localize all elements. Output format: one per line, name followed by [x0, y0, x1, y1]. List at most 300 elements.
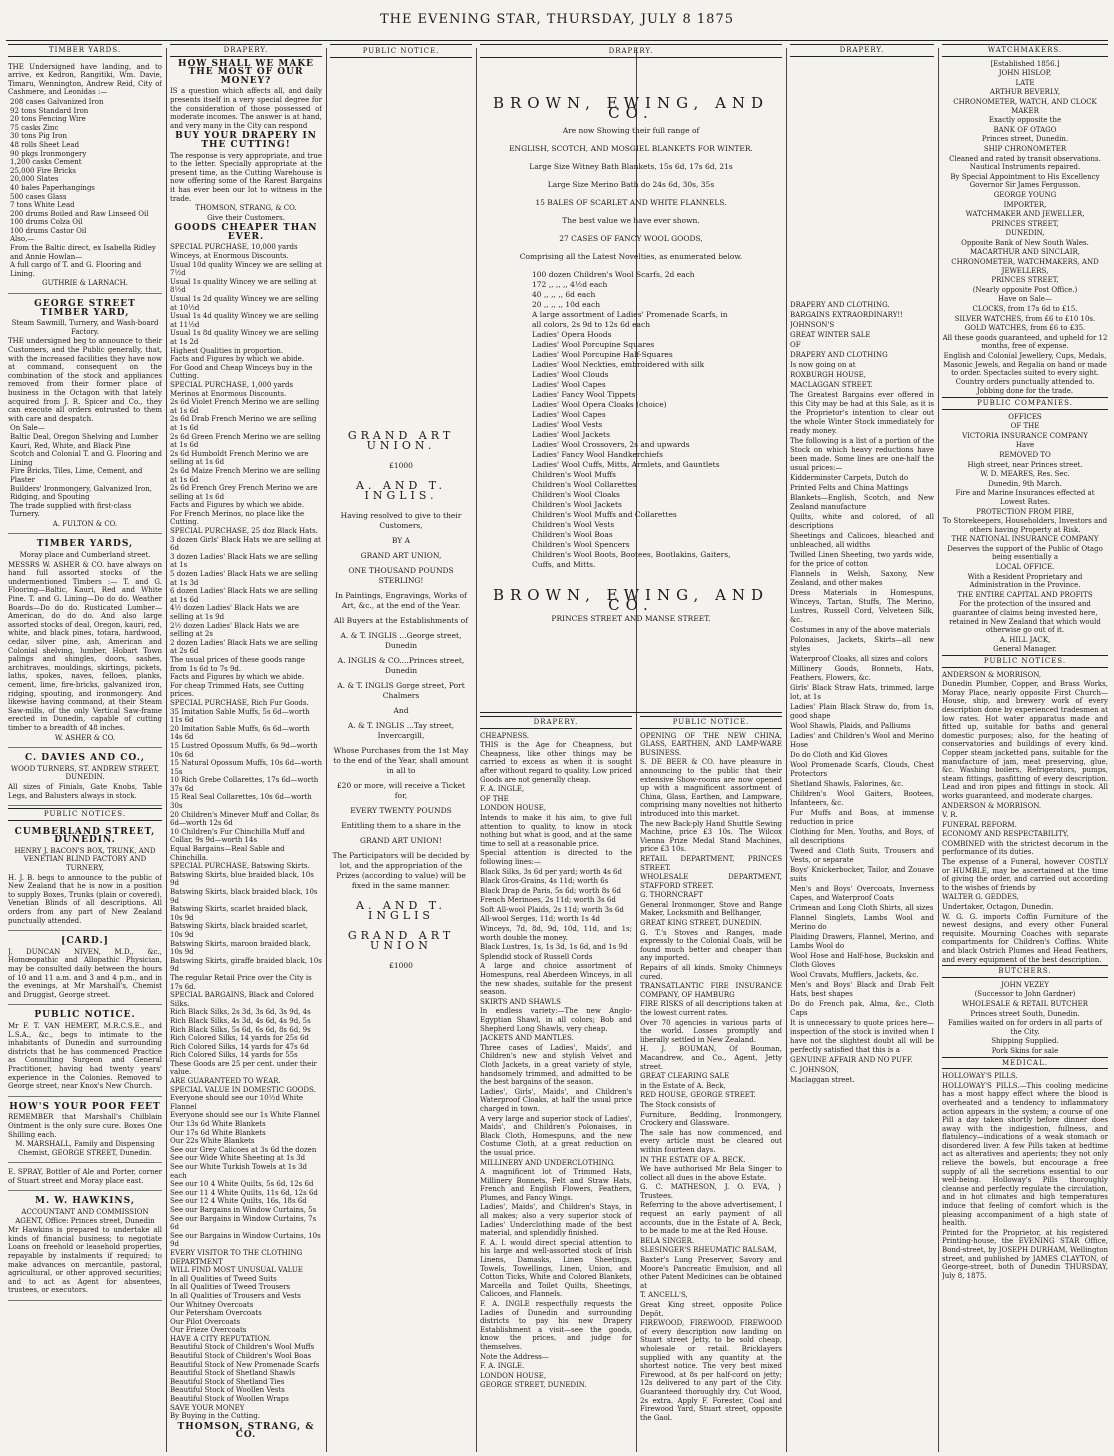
list-item: Scotch and Colonial T. and G. Flooring and Lining: [10, 450, 162, 467]
text-line: Beautiful Stock of Shetland Shawls: [170, 1369, 296, 1378]
text-line: 2 dozen Ladies' Black Hats we are selling at 2s 6d: [170, 638, 318, 656]
column-header-medical: MEDICAL.: [942, 1057, 1108, 1070]
text-line: SPECIAL BARGAINS, Black and Colored Silks.: [170, 991, 314, 1008]
ads-timber: [8, 60, 162, 807]
text-line: A. AND T. INGLIS: [355, 899, 447, 922]
text-line: 2½ dozen Ladies' Black Hats we are selling at 2s: [170, 621, 300, 639]
text-line: EVERY VISITOR TO THE CLOTHING DEPARTMENT: [170, 1248, 303, 1266]
column-timber-yards: [8, 44, 162, 1454]
text-line: F. A. I. would direct special attention to his large and well-assorted stock of Irish Linens, Damasks, Linen Sheetings, Towels, Towellings, Linen, Union, and Cotton Ticks, White and Colored Blankets, Marcella and Toilet Quilts, Sheetings, Calicoes, and Flannels.: [480, 1238, 632, 1299]
text-line: 172 ,, ,, ,, 4½d each: [532, 280, 608, 289]
text-line: It is unnecessary to quote prices here—inspection of the stock is invited when I have not the slightest doubt all will be perfectly satisfied that this is a: [790, 1019, 934, 1054]
text-line: See our Grey Calicoes at 3s 6d the dozen: [170, 1145, 317, 1154]
text-line: Rich Black Silks, 2s 3d, 3s 6d, 3s 9d, 4s: [170, 1008, 311, 1017]
advertisement: [8, 1165, 162, 1191]
text-line: General Ironmonger, Stove and Range Maker, Locksmith and Bellhanger,: [640, 900, 782, 918]
text-line: Crimean and Long Cloth Shirts, all sizes: [790, 904, 934, 912]
text-line: SPECIAL PURCHASE, 1,000 yards Merinos at Enormous Discounts.: [170, 380, 294, 398]
text-line: Ladies' Plain Black Straw do, from 1s, good shape: [790, 703, 934, 720]
text-line: Beautiful Stock of Shetland Ties: [170, 1377, 285, 1386]
text-line: 2s 6d Green French Merino we are selling at 1s 6d: [170, 432, 321, 450]
ad-subtitle: HENRY J. BACON'S BOX, TRUNK, AND VENETIAN BLIND FACTORY AND TURNERY,: [14, 846, 156, 873]
text-line: Whose Purchases from the 1st May to the end of the Year, shall amount in all to: [333, 746, 469, 775]
text-line: Rich Colored Silks, 14 yards for 25s 6d: [170, 1034, 309, 1043]
text-line: C. JOHNSON,: [790, 1066, 839, 1074]
text-line: Beautiful Stock of New Promenade Scarfs: [170, 1360, 320, 1369]
ad-title: [CARD.]: [61, 936, 109, 947]
text-line: Special attention is directed to the following lines:—: [480, 849, 632, 866]
text-line: See our 10 4 White Quilts, 5s 6d, 12s 6d: [170, 1180, 314, 1189]
text-line: Black Gros-Grains, 4s 11d; worth 6s: [480, 877, 609, 886]
text-line: See our Bargains in Window Curtains, 7s 6d: [170, 1214, 317, 1232]
text-line: 40 ,, ,, ,, 6d each: [532, 290, 596, 299]
text-line: Ladies' Wool Porcupine Squares: [532, 340, 655, 349]
section-rule: [480, 712, 782, 713]
text-line: GRAND ART UNION.: [347, 429, 455, 452]
ad-heading: GOODS CHEAPER THAN EVER.: [174, 223, 318, 242]
text-line: GREAT CLEARING SALE: [640, 1072, 730, 1081]
text-line: Beautiful Stock of Woollen Wraps: [170, 1395, 289, 1404]
ad-title: TIMBER YARDS,: [36, 539, 134, 550]
text-line: Note the Address—: [480, 1352, 549, 1361]
text-line: Undertaker, Octagon, Dunedin.: [942, 903, 1054, 912]
text-line: Children's Wool Vests: [532, 520, 615, 529]
text-line: Batswing Skirts, giraffe braided black, 10s 9d: [170, 956, 322, 974]
text-line: 15 Lustred Opossum Muffs, 6s 9d—worth 10s 6d: [170, 741, 318, 759]
text-line: ECONOMY AND RESPECTABILITY,: [942, 830, 1069, 839]
text-line: Ladies' Wool Capes: [532, 410, 606, 419]
text-line: WALTER G. GEDDES,: [942, 893, 1019, 902]
text-line: Exactly opposite the: [988, 116, 1062, 125]
list-item: Builders' Ironmongery, Galvanized Iron, Ridging, and Spouting: [10, 484, 152, 502]
ad-signature: M. MARSHALL, Family and Dispensing Chemist, GEORGE STREET, Dunedin.: [15, 1140, 155, 1157]
text-line: GRAND ART UNION!: [360, 836, 442, 845]
text-line: MACLAGGAN STREET.: [790, 381, 873, 389]
text-line: The usual prices of these goods range from 1s 6d to 7s 9d.: [170, 655, 306, 673]
text-line: VICTORIA INSURANCE COMPANY: [962, 431, 1088, 440]
ad-body: E. SPRAY, Bottler of Ale and Porter, corner of Stuart street and Moray place east.: [8, 1168, 162, 1185]
ad-body: REMEMBER that Marshall's Chilblain Ointment is the only sure cure. Boxes One Shilling each.: [8, 1113, 162, 1139]
text-line: Ladies' Wool Opera Cloaks (choice): [532, 400, 667, 409]
text-line: Three cases of Ladies', Maids', and Children's new and stylish Velvet and Cloth Jackets, in a great variety of style, handsomely trimmed, and admitted to be the best bargains of the season.: [480, 1043, 632, 1087]
advertisement: [8, 1007, 162, 1096]
text-line: Opposite Bank of New South Wales.: [961, 238, 1089, 247]
text-line: Kidderminster Carpets, Dutch do: [790, 474, 909, 482]
text-line: OPENING OF THE NEW CHINA, GLASS, EARTHEN, AND LAMP-WARE BUSINESS.: [640, 731, 782, 757]
text-line: The regular Retail Price over the City is 17s 6d.: [170, 973, 312, 991]
text-line: Blankets—English, Scotch, and New Zealand manufacture: [790, 494, 934, 511]
text-line: WILL FIND MOST UNUSUAL VALUE: [170, 1266, 303, 1275]
ingle-ad: [480, 732, 632, 1390]
text-line: Large Size Merino Bath do 24s 6d, 30s, 35s: [547, 180, 715, 189]
text-line: Plaiding Drawers, Flannel, Merino, and Lambs Wool do: [790, 933, 934, 950]
text-line: Men's and Boys' Overcoats, Inverness Capes, and Waterproof Coats: [790, 885, 934, 902]
column-divider: [786, 48, 787, 1452]
text-line: Intends to make it his aim, to give full attention to quality, to know in stock nothing but what is good, and at the same time to sell at a reasonable price.: [480, 813, 632, 848]
text-line: 2s 6d Humboldt French Merino we are selling at 1s 6d: [170, 449, 309, 467]
text-line: Children's Wool Boas: [532, 530, 613, 539]
text-line: Repairs of all kinds. Smoky Chimneys cured.: [640, 964, 782, 981]
list-item: A full cargo of T. and G. Flooring and Lining.: [10, 261, 142, 278]
text-line: [Established 1856.]: [990, 59, 1060, 68]
ad-subtitle: Steam Sawmill, Turnery, and Wash-board Factory.: [11, 319, 159, 336]
text-line: 20 Children's Minever Muff and Collar, 8s 6d—worth 12s 6d: [170, 810, 319, 828]
column-divider: [476, 48, 477, 1452]
text-line: Usual 1s 8d quality Wincey we are selling at 1s 2d: [170, 329, 319, 346]
text-line: ANDERSON & MORRISON,: [942, 670, 1042, 679]
text-line: To Storekeepers, Householders, Investors and others having Property at Risk.: [942, 517, 1108, 534]
text-line: Children's Wool Spencers: [532, 540, 630, 549]
text-line: Soft All-wool Plaids, 2s 11d; worth 3s 6d: [480, 905, 624, 914]
text-line: Referring to the above advertisement, I request an early payment of all accounts, due in the Estate of A. Beck, to be made to me at the Red House.: [640, 1201, 782, 1236]
price-list: [170, 243, 322, 1420]
text-line: Comprising all the Latest Novelties, as enumerated below.: [519, 252, 743, 261]
list-item: 20,000 Slates: [10, 175, 59, 184]
list-item: 40 bales Paperhangings: [10, 183, 96, 192]
column-header-public-notices: PUBLIC NOTICES.: [8, 808, 162, 821]
watchmaker-ads: [942, 60, 1108, 396]
text-line: HOLLOWAY'S PILLS.: [942, 1072, 1018, 1081]
text-line: Usual 1s quality Wincey we are selling at 8½d: [170, 277, 317, 295]
text-line: 20 Imitation Sable Muffs, 6s 6d—worth 14s 6d: [170, 724, 310, 742]
text-line: English and Colonial Jewellery, Cups, Medals, Masonic Jewels, and Regalia on hand or made to order. Spectacles suited to every sight. Country orders punctually attended to.: [943, 352, 1107, 386]
text-line: Batswing Skirts, scarlet braided black, 10s 9d: [170, 905, 308, 922]
ad-lines: [480, 126, 782, 262]
advertisement: [8, 933, 162, 1005]
text-line: WHOLESALE DEPARTMENT, STAFFORD STREET.: [640, 873, 782, 890]
text-line: £20 or more, will receive a Ticket for,: [336, 781, 466, 800]
text-line: Have: [1015, 441, 1035, 450]
blank-space: [330, 61, 472, 421]
ad-signature: A. FULTON & CO.: [52, 519, 118, 528]
text-line: Highest Qualities in proportion.: [170, 346, 284, 355]
text-line: 15 BALES OF SCARLET AND WHITE FLANNELS.: [535, 198, 727, 207]
johnson-ad: [790, 301, 934, 1085]
column-header: DRAPERY.: [480, 44, 782, 58]
list-item: 100 drums Castor Oil: [10, 226, 87, 235]
column-header: TIMBER YARDS.: [8, 44, 162, 57]
text-line: (Successor to John Gardner): [974, 990, 1076, 999]
text-line: Tweed and Cloth Suits, Trousers and Vests, or separate: [790, 847, 934, 864]
column-divider: [326, 48, 327, 1452]
text-line: Over 70 agencies in various parts of the world. Losses promptly and liberally settled in New Zealand.: [640, 1018, 782, 1044]
text-line: The following is a list of a portion of the Stock on which heavy reductions have been made. Some lines are one-half the usual prices:—: [790, 437, 934, 472]
text-line: SPECIAL PURCHASE, 10,000 yards Winceys, at Enormous Discounts.: [170, 243, 298, 261]
butcher-ads: [942, 981, 1108, 1056]
text-line: Furniture, Bedding, Ironmongery, Crockery and Glassware.: [640, 1110, 782, 1128]
text-line: Children's Wool Collarettes: [532, 480, 637, 489]
ad-title: C. DAVIES AND CO.,: [25, 753, 145, 764]
text-line: Printed for the Proprietor, at his registered Printing-house, the EVENING STAR Office, Bond-street, by JOSEPH DURHAM, Wellington street, and published by JAMES CLAYTON, of George-street, both of Dunedin THURSDAY, July 8, 1875.: [942, 1228, 1108, 1280]
text-line: Batswing Skirts, blue braided black, 10s 9d: [170, 870, 314, 888]
list-item: 30 tons Pig Iron: [10, 132, 67, 141]
text-line: BANK OF OTAGO: [993, 125, 1057, 134]
column-watchmakers: [942, 44, 1108, 1454]
text-line: Ladies' Wool Clouds: [532, 370, 609, 379]
text-line: Entitling them to a share in the: [341, 821, 461, 830]
text-line: A. INGLIS & CO....Princes street, Dunedin: [337, 656, 465, 675]
text-line: 100 dozen Children's Wool Scarfs, 2d each: [532, 270, 695, 279]
text-line: Do do Cloth and Kid Gloves: [790, 751, 888, 759]
text-line: IN THE ESTATE OF A. BECK.: [640, 1155, 746, 1164]
text-line: Ladies' Wool Neckties, embroidered with silk: [532, 360, 705, 369]
text-line: See our 11 4 White Quilts, 11s 6d, 12s 6d: [170, 1188, 318, 1197]
text-line: Shetland Shawls, Falorines, &c.: [790, 780, 904, 788]
text-line: COMBINED with the strictest decorum in the performance of its duties.: [942, 839, 1108, 857]
text-line: Batswing Skirts, black braided scarlet, 10s 9d: [170, 922, 308, 939]
text-line: Ladies', Girls', Maids', and Children's Waterproof Cloaks, at half the usual price charged in town.: [480, 1087, 632, 1113]
text-line: Flannel Singlets, Lambs Wool and Merino do: [790, 914, 934, 931]
text-line: All these goods guaranteed, and upheld for 12 months, free of expense.: [942, 333, 1108, 351]
text-line: 5 dozen Ladies' Black Hats we are selling at 1s 3d: [170, 570, 318, 587]
list-item: Baltic Deal, Oregon Shelving and Lumber: [10, 432, 159, 441]
text-line: Ladies' Wool Jackets: [532, 430, 610, 439]
text-line: FIRE RISKS of all descriptions taken at the lowest current rates.: [640, 1000, 782, 1017]
medical-ads: [942, 1072, 1108, 1280]
text-line: £1000: [389, 961, 413, 970]
text-line: JOHN VEZEY: [1001, 980, 1049, 989]
text-line: Wool Hose and Half-hose, Buckskin and Cloth Gloves: [790, 952, 934, 969]
text-line: In Paintings, Engravings, Works of Art, &c., at the end of the Year.: [335, 591, 467, 610]
text-line: Beautiful Stock of Children's Wool Boas: [170, 1352, 312, 1361]
ad-subtitle: ACCOUNTANT AND COMMISSION AGENT, Office: Princes street, Dunedin: [15, 1208, 155, 1225]
text-line: The Greatest Bargains ever offered in this City may be had at this Sale, as it is the Proprietor's intention to clear out the whole Winter Stock immediately for ready money.: [790, 391, 934, 435]
text-line: Black Silks, 3s 6d per yard; worth 4s 6d: [480, 867, 622, 876]
column-header-notices: PUBLIC NOTICES.: [942, 655, 1108, 668]
text-line: Dunedin Plumber, Copper, and Brass Works, Moray Place, nearly opposite First Church—House, ship, and brewery work of every description done by experienced tradesmen at low rates. Hot water apparatus made and fitted up, suitable for baths and general domestic purposes; also, for the heating of conservatories and buildings of every kind. Copper steam jacketted pans, suitable for the manufacture of jam, meat preserving, glue, &c. Washing boilers, Refrigerators, pumps, steam fittings, gasfitting of every description. Lead and iron pipes and fittings in stock. All works guaranteed, and moderate charges.: [942, 680, 1108, 800]
text-line: 3 dozen Ladies' Black Hats we are selling at 1s: [170, 552, 318, 570]
text-line: Batswing Skirts, maroon braided black, 10s 9d: [170, 939, 311, 957]
text-line: Rich Black Silks, 4s 3d, 4s 6d, 4s 9d, 5s: [170, 1016, 311, 1025]
list-item: Fire Bricks, Tiles, Lime, Cement, and Plaster: [10, 467, 143, 484]
text-line: 2s 6d French Grey French Merino we are selling at 1s 6d: [170, 484, 318, 501]
text-line: For cheap Trimmed Hats, see Cutting prices.: [170, 681, 305, 699]
text-line: F. A. INGLE.: [480, 1362, 525, 1371]
text-line: LONDON HOUSE,: [480, 1371, 547, 1380]
text-line: LONDON HOUSE,: [480, 804, 547, 813]
column-header-companies: PUBLIC COMPANIES.: [942, 397, 1108, 410]
text-line: ANDERSON & MORRISON.: [942, 801, 1042, 810]
text-line: ONE THOUSAND POUNDS STERLING!: [348, 566, 454, 585]
column-drapery-cutting: [170, 44, 322, 1454]
text-line: Children's Wool Cloaks: [532, 490, 620, 499]
text-line: A. & T. INGLIS ...Tay street, Invercargill,: [347, 721, 455, 740]
text-line: Waterproof Cloaks, all sizes and colors: [790, 655, 928, 663]
text-line: Rich Black Silks, 5s 6d, 6s 6d, 8s 6d, 9s: [170, 1025, 311, 1034]
text-line: By Special Appointment to His Excellency Governor Sir James Fergusson.: [950, 172, 1100, 190]
text-line: Pork Skins for sale: [991, 1046, 1059, 1055]
text-line: See our Bargains in Window Curtains, 5s: [170, 1205, 317, 1214]
text-line: DRAPERY AND CLOTHING.: [790, 301, 890, 309]
text-line: SPECIAL PURCHASE, 25 doz Black Hats.: [170, 527, 318, 536]
text-line: Batswing Skirts, black braided black, 10s 9d: [170, 888, 318, 905]
text-line: Wool Shawls, Plaids, and Palliums: [790, 722, 911, 730]
text-line: A. AND T. INGLIS.: [355, 479, 447, 502]
text-line: W. G. G. imports Coffin Furniture of the newest designs, and every other Funeral requisite. Mourning Coaches with separate compartments for Children's Coffins. White and black Ostrich Plumes and Head Feathers, and every equipment of the best description.: [942, 912, 1108, 964]
text-line: In all Qualities of Tweed Suits: [170, 1274, 277, 1283]
text-line: Rich Colored Silks, 14 yards for 47s 6d: [170, 1042, 309, 1051]
text-line: (Nearly opposite Post Office.): [972, 285, 1078, 294]
ad-body: THE Undersigned have landing, and to arrive, ex Kedron, Rangitiki, Wm. Davie, Timaru, Wennington, Andrew Reid, City of Cashmere, and Leonidas :—: [8, 62, 162, 97]
text-line: FUNERAL REFORM.: [942, 820, 1017, 829]
text-line: Ladies' Opera Hoods: [532, 330, 612, 339]
text-line: THE ENTIRE CAPITAL AND PROFITS: [957, 590, 1093, 599]
text-line: H. J. BOUMAN, Of Bouman, Macandrew, and Co., Agent, Jetty street.: [640, 1045, 782, 1071]
text-line: SLESINGER'S RHEUMATIC BALSAM,: [640, 1246, 777, 1255]
text-line: Children's Wool Muffs: [532, 470, 617, 479]
text-line: BY A: [391, 536, 411, 545]
advertisement: [8, 1193, 162, 1301]
text-line: GREAT KING STREET, DUNEDIN.: [640, 919, 762, 928]
text-line: SILVER WATCHES, from £6 to £10 10s.: [954, 314, 1096, 323]
text-line: GREAT WINTER SALE: [790, 331, 871, 339]
text-line: Ladies' Wool Porcupine Half-Squares: [532, 350, 673, 359]
text-line: PRINCES STREET,: [991, 219, 1059, 228]
text-line: GRAND ART UNION,: [360, 551, 442, 560]
text-line: Fire and Marine Insurances effected at Lowest Rates.: [955, 489, 1095, 506]
text-line: G. C. MATHESON, J. O. EVA, } Trustees.: [640, 1183, 782, 1200]
text-line: All-wool Serges, 11d; worth 1s 4d: [480, 915, 601, 924]
ad-title: GEORGE STREET TIMBER YARD,: [34, 299, 136, 318]
text-line: MILLINERY AND UNDERCLOTHING.: [480, 1158, 616, 1167]
text-line: £1000: [389, 461, 413, 470]
text-line: The sale has now commenced, and every article must be cleared out within fourteen days.: [640, 1128, 782, 1154]
text-line: In all Qualities of Tweed Trousers: [170, 1283, 291, 1292]
wool-goods-list: [480, 270, 782, 570]
ad-footer-title: BROWN, EWING, AND CO.: [492, 586, 770, 614]
text-line: The Stock consists of: [640, 1100, 716, 1109]
ad-signature: W. ASHER & CO.: [54, 733, 116, 742]
text-line: T. ANCELL'S,: [640, 1291, 688, 1300]
text-line: The Participators will be decided by lot, and the appropriation of the Prizes (according to value) will be fixed in the same manner.: [332, 851, 470, 890]
ad-signature: GUTHRIE & LARNACH.: [42, 279, 128, 288]
ad-body: All sizes of Finials, Gate Knobs, Table Legs, and Balusters always in stock.: [8, 782, 162, 800]
text-line: OF THE: [480, 794, 509, 803]
text-line: Sheetings and Calicoes, bleached and unbleached, all widths: [790, 532, 934, 549]
ad-body: THE undersigned beg to announce to their Customers, and the Public generally, that, with the increased facilities they have now at command, consequent on the combination of the stock and appliances removed from their former place of business in the Octagon with that lately acquired from J. R. Spicer and Co., they can execute all orders entrusted to them with care and despatch.: [8, 337, 162, 423]
text-line: Our 13s 6d White Blankets: [170, 1120, 266, 1129]
text-line: G. THORNCRAFT: [640, 891, 703, 900]
text-line: SPECIAL PURCHASE, Rich Fur Goods.: [170, 698, 309, 707]
list-item: 75 casks Zinc: [10, 123, 59, 132]
text-line: Splendid stock of Russell Cords: [480, 952, 593, 961]
text-line: BARGAINS EXTRAORDINARY!!: [790, 311, 903, 319]
text-line: SAVE YOUR MONEY: [170, 1403, 245, 1412]
text-line: Maclaggan street.: [790, 1076, 855, 1084]
text-line: SPECIAL VALUE IN DOMESTIC GOODS.: [170, 1085, 316, 1094]
text-line: LATE: [1015, 78, 1035, 87]
text-line: Usual 1s 4d quality Wincey we are selling at 11½d: [170, 312, 319, 329]
text-line: Have on Sale—: [998, 295, 1052, 304]
text-line: Having resolved to give to their Customers,: [340, 511, 462, 530]
column-header: DRAPERY.: [790, 44, 934, 57]
text-line: Beautiful Stock of Children's Wool Muffs: [170, 1343, 315, 1352]
blank-space: [790, 60, 934, 300]
ad-body: J. DUNCAN NIVEN, M.D., &c., Homœopathic and Allopathic Physician, may be consulted daily between the hours of 10 and 11 a.m. and 3 and 4 p.m., and in the evenings, at Mr Marshall's, Chemist and Druggist, George street.: [8, 947, 162, 999]
text-line: 10 Rich Grebe Collarettes, 17s 6d—worth 37s 6d: [170, 776, 319, 793]
text-line: By Buying in the Cutting.: [170, 1412, 260, 1421]
text-line: Usual 10d quality Wincey we are selling at 7½d: [170, 260, 322, 278]
text-line: 15 Natural Opossum Muffs, 10s 6d—worth 15s: [170, 759, 322, 776]
text-line: in the Estate of A. Beck,: [640, 1081, 726, 1090]
text-line: ROXBURGH HOUSE,: [790, 371, 866, 379]
ad-cta: Give their Customers.: [207, 213, 285, 222]
text-line: Fur Muffs and Boas, at immense reduction in price: [790, 809, 934, 826]
text-line: A. & T. INGLIS Gorge street, Port Chalmers: [337, 681, 465, 700]
ad-footer: THOMSON, STRANG, & CO.: [177, 1421, 315, 1441]
text-line: For Good and Cheap Winceys buy in the Cutting.: [170, 363, 313, 381]
text-line: GEORGE YOUNG: [993, 190, 1057, 199]
ad-address: PRINCES STREET AND MANSE STREET.: [551, 614, 711, 623]
text-line: For the protection of the insured and guarantee of claims being invested here, retained in New Zealand that which would otherwise go out of it.: [949, 600, 1101, 635]
text-line: CLOCKS, from 17s 6d to £15.: [972, 305, 1078, 314]
text-line: Polonaises, Jackets, Skirts—all new styles: [790, 636, 934, 653]
text-line: G. T.'s Stoves and Ranges, made expressly to the Colonial Coals, will be found much better and cheaper than any imported.: [640, 928, 782, 963]
advertisement: [8, 60, 162, 294]
text-line: OF: [790, 341, 801, 349]
list-item: 48 rolls Sheet Lead: [10, 140, 80, 149]
text-line: F. A. INGLE respectfully requests the Ladies of Dunedin and surrounding districts to pay his new Drapery Establishment a visit—see the goods, know the prices, and judge for themselves.: [480, 1300, 632, 1351]
text-line: CHEAPNESS.: [480, 731, 530, 740]
text-line: Ladies' Wool Capes: [532, 380, 606, 389]
column-public-notice: [640, 716, 782, 1454]
column-ingle: [480, 716, 632, 1454]
text-line: Ladies' and Children's Wool and Merino Hose: [790, 732, 934, 749]
text-line: Are now Showing their full range of: [562, 126, 700, 135]
ad-subtitle: WOOD TURNERS, ST. ANDREW STREET, DUNEDIN.: [10, 764, 160, 782]
column-public-notice-art-union: [330, 44, 472, 1454]
text-line: HAVE A CITY REPUTATION.: [170, 1334, 272, 1343]
text-line: CHRONOMETER, WATCH, AND CLOCK MAKER: [953, 97, 1097, 115]
text-line: GRAND ART UNION: [347, 929, 455, 952]
text-line: GENUINE AFFAIR AND NO PUFF.: [790, 1056, 913, 1064]
text-line: Children's Wool Muffs and Collarettes: [532, 510, 677, 519]
text-line: THIS is the Age for Cheapness, but Cheapness, like other things may be carried to excess as when it is sought after without regard to quality. Low priced Goods are not generally cheap.: [480, 741, 632, 784]
text-line: IMPORTER,: [1003, 200, 1047, 209]
text-line: THE NATIONAL INSURANCE COMPANY: [951, 535, 1099, 544]
text-line: Ladies', Maids', and Children's Stays, in all makes; also a very superior stock of Ladies' Underclothing made of the best material, and splendidly finished.: [480, 1203, 632, 1238]
text-line: The expense of a Funeral, however COSTLY or HUMBLE, may be ascertained at the time of giving the order, and carried out according to the wishes of friends by: [942, 858, 1108, 892]
text-line: General Manager.: [993, 645, 1057, 654]
text-line: EVERY TWENTY POUNDS: [350, 806, 452, 815]
text-line: Great King street, opposite Police Depôt.: [640, 1301, 782, 1318]
advertisement: [8, 750, 162, 806]
text-line: Princes street South, Dunedin.: [970, 1009, 1080, 1018]
text-line: Dunedin, 9th March.: [988, 479, 1062, 488]
list-item: Also,—: [10, 235, 35, 244]
text-line: See our White Turkish Towels at 1s 3d each: [170, 1163, 307, 1180]
text-line: RETAIL DEPARTMENT, PRINCES STREET.: [640, 854, 782, 872]
text-line: Our 22s White Blankets: [170, 1137, 255, 1146]
advertisement: [8, 1099, 162, 1164]
text-line: The new Back-ply Hand Shuttle Sewing Machine, price £3 10s. The Wilcox Vienna Prize Medal Stand Machines, price £3 10s.: [640, 819, 782, 854]
text-line: Children's Wool Boots, Bootees, Bootlakins, Gaiters, Cuffs, and Mitts.: [532, 550, 731, 569]
text-line: See our Wide White Sheeting at 1s 3d: [170, 1154, 306, 1163]
text-line: Winceys, 7d, 8d, 9d, 10d, 11d, and 1s; worth double the money.: [480, 925, 632, 942]
text-line: Baxter's Lung Preserver, Savory and Moore's Pancreatic Emulsion, and all other Patent Medicines can be obtained at: [640, 1256, 782, 1290]
masthead: THE EVENING STAR, THURSDAY, JULY 8 1875: [380, 12, 734, 27]
column-header: DRAPERY.: [170, 44, 322, 57]
text-line: PROTECTION FROM FIRE,: [976, 507, 1074, 516]
text-line: 3 dozen Girls' Black Hats we are selling at 6d: [170, 535, 321, 553]
ad-body: The response is very appropriate, and true to the letter. Specially appropriate at the present time, as the Cutting Warehouse is now offering some of the Rarest Bargains it has ever been our lot to witness in the trade.: [170, 151, 322, 203]
text-line: A. HILL JACK,: [999, 635, 1051, 644]
text-line: JOHNSON'S: [790, 321, 835, 329]
text-line: Costumes in any of the above materials: [790, 626, 931, 634]
ad-title: BROWN, EWING, AND CO.: [492, 94, 770, 122]
text-line: 10 Children's Fur Chinchilla Muff and Collar, 9s 9d—worth 14s: [170, 827, 305, 845]
text-line: REMOVED TO: [999, 450, 1051, 459]
